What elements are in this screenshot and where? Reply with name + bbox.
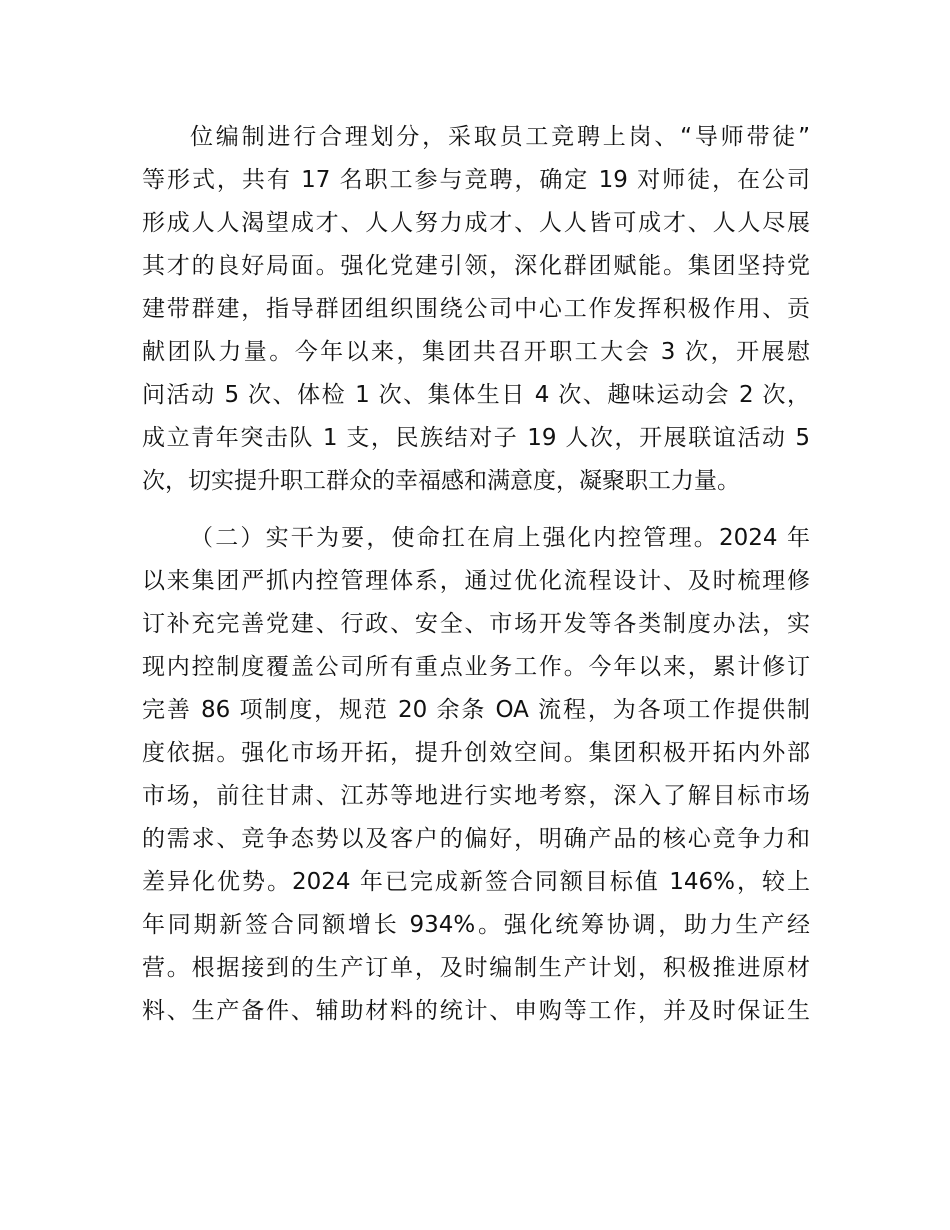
text-line: 料、生产备件、辅助材料的统计、申购等工作，并及时保证生 [142,998,810,1024]
text-line: 度依据。强化市场开拓，提升创效空间。集团积极开拓内外部 [142,740,810,766]
text-line: 年同期新签合同额增长 934%。强化统筹协调，助力生产经 [142,912,810,938]
text-line: （二）实干为要，使命扛在肩上强化内控管理。2024 年 [190,525,810,551]
text-line: 建带群建，指导群团组织围绕公司中心工作发挥积极作用、贡 [142,296,810,322]
text-line: 营。根据接到的生产订单，及时编制生产计划，积极推进原材 [142,955,810,981]
text-line: 等形式，共有 17 名职工参与竞聘，确定 19 对师徒，在公司 [142,167,810,193]
text-line: 完善 86 项制度，规范 20 余条 OA 流程，为各项工作提供制 [142,697,810,723]
text-line: 问活动 5 次、体检 1 次、集体生日 4 次、趣味运动会 2 次， [142,382,810,408]
text-line: 位编制进行合理划分，采取员工竞聘上岗、“导师带徒” [190,124,810,150]
text-line: 市场，前往甘肃、江苏等地进行实地考察，深入了解目标市场 [142,783,810,809]
text-line: 成立青年突击队 1 支，民族结对子 19 人次，开展联谊活动 5 [142,425,810,451]
text-line: 差异化优势。2024 年已完成新签合同额目标值 146%，较上 [142,869,810,895]
text-line: 现内控制度覆盖公司所有重点业务工作。今年以来，累计修订 [142,654,810,680]
text-line: 的需求、竞争态势以及客户的偏好，明确产品的核心竞争力和 [142,826,810,852]
text-line: 献团队力量。今年以来，集团共召开职工大会 3 次，开展慰 [142,339,810,365]
text-line: 以来集团严抓内控管理体系，通过优化流程设计、及时梳理修 [142,568,810,594]
text-line: 形成人人渴望成才、人人努力成才、人人皆可成才、人人尽展 [142,210,810,236]
text-line: 次，切实提升职工群众的幸福感和满意度，凝聚职工力量。 [142,468,740,494]
text-line: 订补充完善党建、行政、安全、市场开发等各类制度办法，实 [142,611,810,637]
text-line: 其才的良好局面。强化党建引领，深化群团赋能。集团坚持党 [142,253,810,279]
